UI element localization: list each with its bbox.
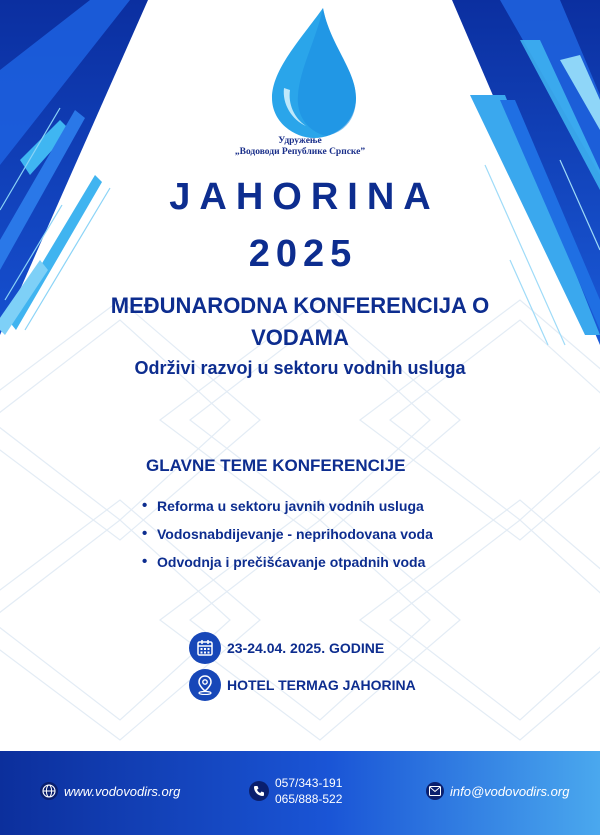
globe-icon xyxy=(40,782,58,800)
association-name xyxy=(0,136,600,158)
calendar-icon xyxy=(189,632,221,664)
email-link[interactable]: info@vodovodirs.org xyxy=(450,783,570,799)
footer-website[interactable] xyxy=(40,782,180,800)
phone-number-2[interactable]: 065/888-522 xyxy=(275,792,343,806)
event-title: JAHORINA xyxy=(169,176,440,218)
phone-number-1[interactable]: 057/343-191 xyxy=(275,776,343,790)
conference-title xyxy=(0,290,600,354)
website-link[interactable]: www.vodovodirs.org xyxy=(64,783,181,799)
event-year: 2025 xyxy=(248,233,358,275)
theme-item: • Vodosnabdijevanje - neprihodovana voda xyxy=(140,524,433,552)
event-date-row xyxy=(189,632,384,664)
conference-title-line1: MEĐUNARODNA KONFERENCIJA O xyxy=(110,293,490,318)
footer-phones[interactable] xyxy=(249,775,342,807)
theme-item: • Reforma u sektoru javnih vodnih usluga xyxy=(140,496,433,524)
event-date: 23-24.04. 2025. GODINE xyxy=(227,640,385,656)
location-pin-icon xyxy=(189,669,221,701)
footer-bar xyxy=(0,751,600,835)
email-icon xyxy=(426,782,444,800)
themes-list xyxy=(140,496,433,580)
association-line2: „Водоводи Републике Српске” xyxy=(234,147,366,157)
event-location-row xyxy=(189,669,416,701)
phone-icon xyxy=(249,781,269,801)
theme-item: • Odvodnja i prečišćavanje otpadnih voda xyxy=(140,552,433,580)
water-drop-logo xyxy=(272,8,356,138)
event-location: HOTEL TERMAG JAHORINA xyxy=(227,677,416,693)
conference-subtitle: Održivi razvoj u sektoru vodnih usluga xyxy=(134,358,466,378)
themes-heading: GLAVNE TEME KONFERENCIJE xyxy=(146,456,406,475)
conference-title-line2: VODAMA xyxy=(251,325,349,350)
footer-email[interactable] xyxy=(426,782,569,800)
association-line1: Удружење xyxy=(278,136,322,146)
